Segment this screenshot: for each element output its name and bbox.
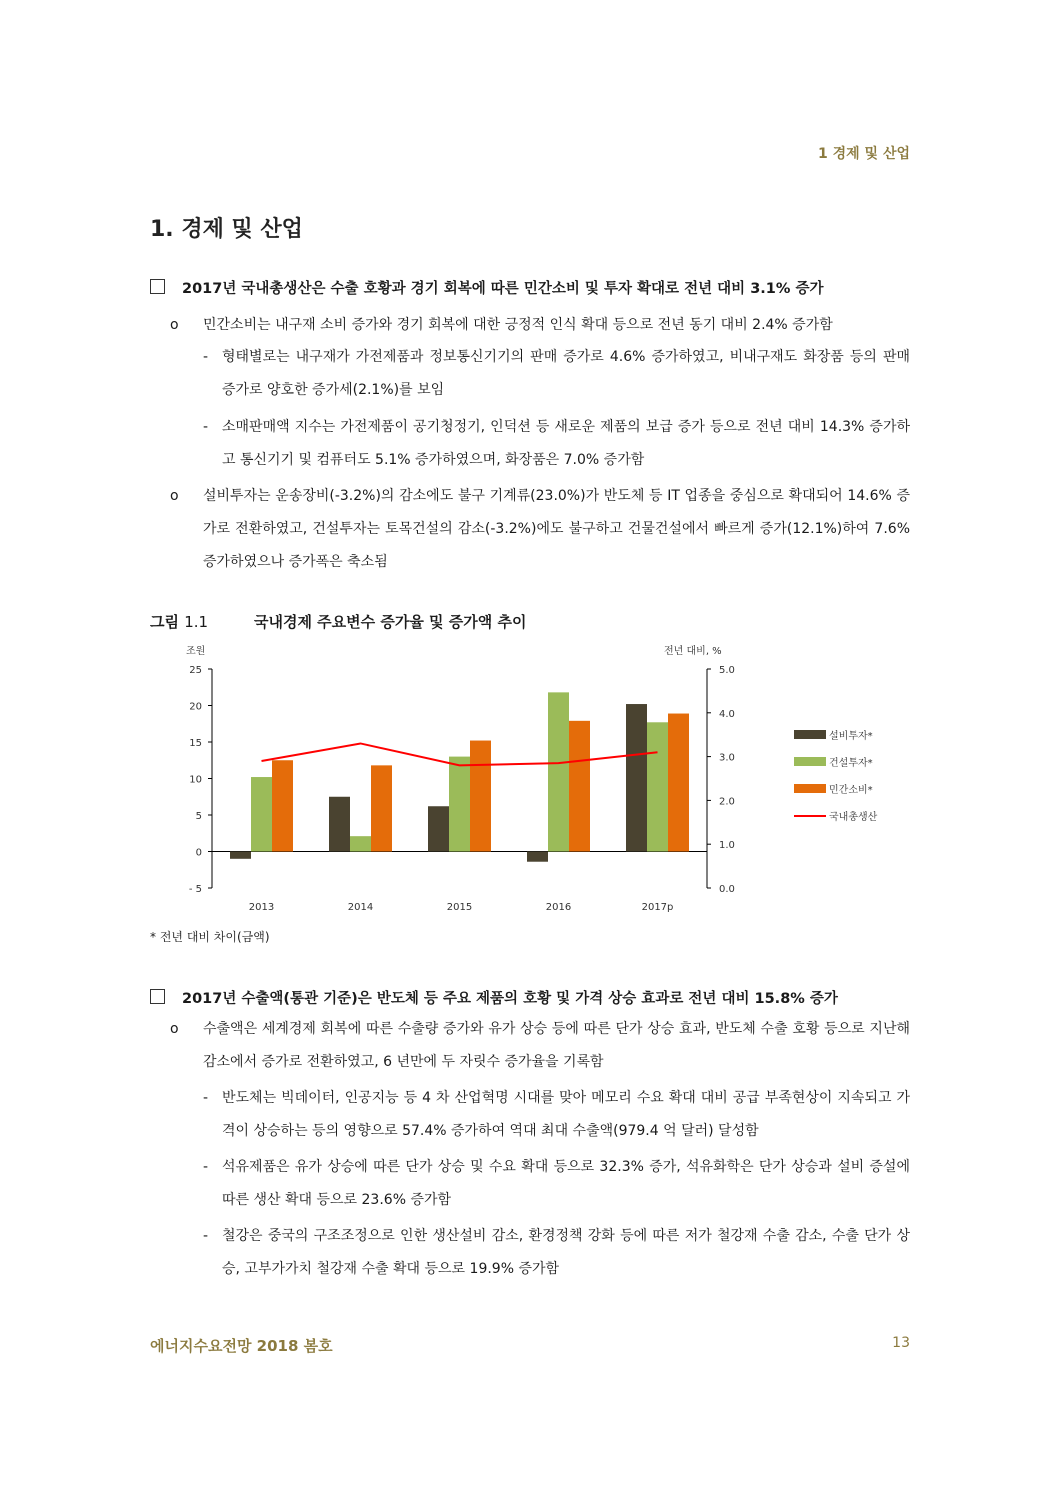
paragraph: 설비투자는 운송장비(-3.2%)의 감소에도 불구 기계류(23.0%)가 반도체 등 IT 업종을 중심으로 확대되어 14.6% 증가로 전환하였고, 건설투자는 토목건설의 감소(-3.2%)에도 불구하고 건물건설에서 빠르게 증가(12.1%)하여 7.6% 증가하였으나 증가폭은 축소됨 — [203, 488, 910, 570]
dash-bullet-icon: - — [203, 1159, 209, 1175]
o-bullet-icon: o — [170, 1021, 179, 1037]
bar-민간소비 — [272, 760, 293, 851]
chart — [150, 640, 910, 920]
y-left-tick-label: 25 — [189, 665, 202, 676]
running-header: 1 경제 및 산업 — [818, 146, 910, 162]
y-right-label: 전년 대비, % — [664, 646, 722, 657]
y-left-tick-label: 15 — [189, 738, 202, 749]
dash-bullet-icon: - — [203, 419, 209, 435]
bar-건설투자 — [251, 777, 272, 851]
bar-민간소비 — [668, 714, 689, 852]
x-tick-label: 2015 — [446, 902, 473, 913]
dash-bullet-icon: - — [203, 1228, 209, 1244]
sub-paragraph: 반도체는 빅데이터, 인공지능 등 4 차 산업혁명 시대를 맞아 메모리 수요 확대 대비 공급 부족현상이 지속되고 가격이 상승하는 등의 영향으로 57.4% 증가하여 역대 최대 수출액(979.4 억 달러) 달성함 — [222, 1090, 910, 1139]
bar-민간소비 — [371, 765, 392, 851]
square-bullet-icon — [150, 989, 165, 1004]
page-number: 13 — [892, 1335, 910, 1351]
figure-title-text: 국내경제 주요변수 증가율 및 증가액 추이 — [254, 613, 527, 631]
y-left-label: 조원 — [186, 646, 206, 657]
sub-paragraph: 형태별로는 내구재가 가전제품과 정보통신기기의 판매 증가로 4.6% 증가하였고, 비내구재도 화장품 등의 판매 증가로 양호한 증가세(2.1%)를 보임 — [222, 349, 910, 398]
y-left-tick-label: 10 — [189, 774, 202, 786]
legend-label: 건설투자* — [829, 758, 873, 769]
dash-bullet-icon: - — [203, 349, 209, 365]
bar-설비투자 — [527, 852, 548, 862]
paragraph: 수출액은 세계경제 회복에 따른 수출량 증가와 유가 상승 등에 따른 단가 상승 효과, 반도체 수출 호황 등으로 지난해 감소에서 증가로 전환하였고, 6 년만에 두 자릿수 증가율을 기록함 — [203, 1021, 910, 1070]
legend-label: 설비투자* — [829, 731, 873, 742]
y-right-tick-label: 0.0 — [719, 884, 735, 895]
legend-label: 민간소비* — [829, 785, 873, 796]
sub-paragraph: 철강은 중국의 구조조정으로 인한 생산설비 감소, 환경정책 강화 등에 따른 저가 철강재 수출 감소, 수출 단가 상승, 고부가가치 철강재 수출 확대 등으로 19.9% 증가함 — [222, 1228, 910, 1277]
y-right-tick-label: 2.0 — [719, 796, 735, 808]
section-heading-1 — [150, 277, 824, 298]
legend-swatch — [794, 757, 826, 766]
y-left-tick-label: 0 — [195, 847, 202, 859]
heading-text: 2017년 수출액(통관 기준)은 반도체 등 주요 제품의 호황 및 가격 상승 효과로 전년 대비 15.8% 증가 — [182, 991, 838, 1007]
y-right-tick-label: 1.0 — [719, 840, 735, 852]
x-tick-label: 2016 — [545, 902, 572, 913]
o-bullet-icon: o — [170, 317, 179, 333]
x-tick-label: 2013 — [248, 902, 275, 913]
sub-paragraph: 석유제품은 유가 상승에 따른 단가 상승 및 수요 확대 등으로 32.3% 증가, 석유화학은 단가 상승과 설비 증설에 따른 생산 확대 등으로 23.6% 증가함 — [222, 1159, 910, 1208]
bar-민간소비 — [470, 741, 491, 852]
sub-paragraph: 소매판매액 지수는 가전제품이 공기청정기, 인덕션 등 새로운 제품의 보급 증가 등으로 전년 대비 14.3% 증가하고 통신기기 및 컴퓨터도 5.1% 증가하였으며, 화장품은 7.0% 증가함 — [222, 419, 910, 468]
section-heading-2 — [150, 987, 838, 1008]
y-right-tick-label: 3.0 — [719, 752, 735, 764]
y-left-tick-label: - 5 — [188, 884, 202, 895]
bar-건설투자 — [548, 692, 569, 851]
bar-건설투자 — [647, 722, 668, 851]
x-tick-label: 2017p — [641, 902, 674, 913]
footer-publication: 에너지수요전망 2018 봄호 — [150, 1337, 333, 1355]
y-left-tick-label: 20 — [189, 701, 202, 713]
bar-건설투자 — [350, 836, 371, 851]
figure-label: 그림 — [150, 613, 179, 631]
y-right-tick-label: 5.0 — [719, 665, 735, 676]
legend-swatch — [794, 730, 826, 739]
bar-건설투자 — [449, 757, 470, 852]
heading-text: 2017년 국내총생산은 수출 호황과 경기 회복에 따른 민간소비 및 투자 확대로 전년 대비 3.1% 증가 — [182, 281, 824, 297]
paragraph: 민간소비는 내구재 소비 증가와 경기 회복에 대한 긍정적 인식 확대 등으로 전년 동기 대비 2.4% 증가함 — [203, 317, 833, 333]
bar-설비투자 — [428, 806, 449, 851]
bar-민간소비 — [569, 721, 590, 852]
dash-bullet-icon: - — [203, 1090, 209, 1106]
bar-설비투자 — [230, 852, 251, 859]
bar-설비투자 — [626, 704, 647, 851]
y-left-tick-label: 5 — [195, 811, 202, 822]
x-tick-label: 2014 — [347, 902, 374, 913]
figure-footnote: * 전년 대비 차이(금액) — [150, 930, 270, 944]
square-bullet-icon — [150, 279, 165, 294]
figure-title — [150, 611, 527, 632]
legend-label: 국내총생산 — [829, 812, 878, 823]
legend-swatch — [794, 784, 826, 793]
bar-설비투자 — [329, 797, 350, 852]
y-right-tick-label: 4.0 — [719, 708, 735, 720]
section-title: 1. 경제 및 산업 — [150, 217, 303, 242]
o-bullet-icon: o — [170, 488, 179, 504]
figure-number: 1.1 — [184, 613, 209, 631]
